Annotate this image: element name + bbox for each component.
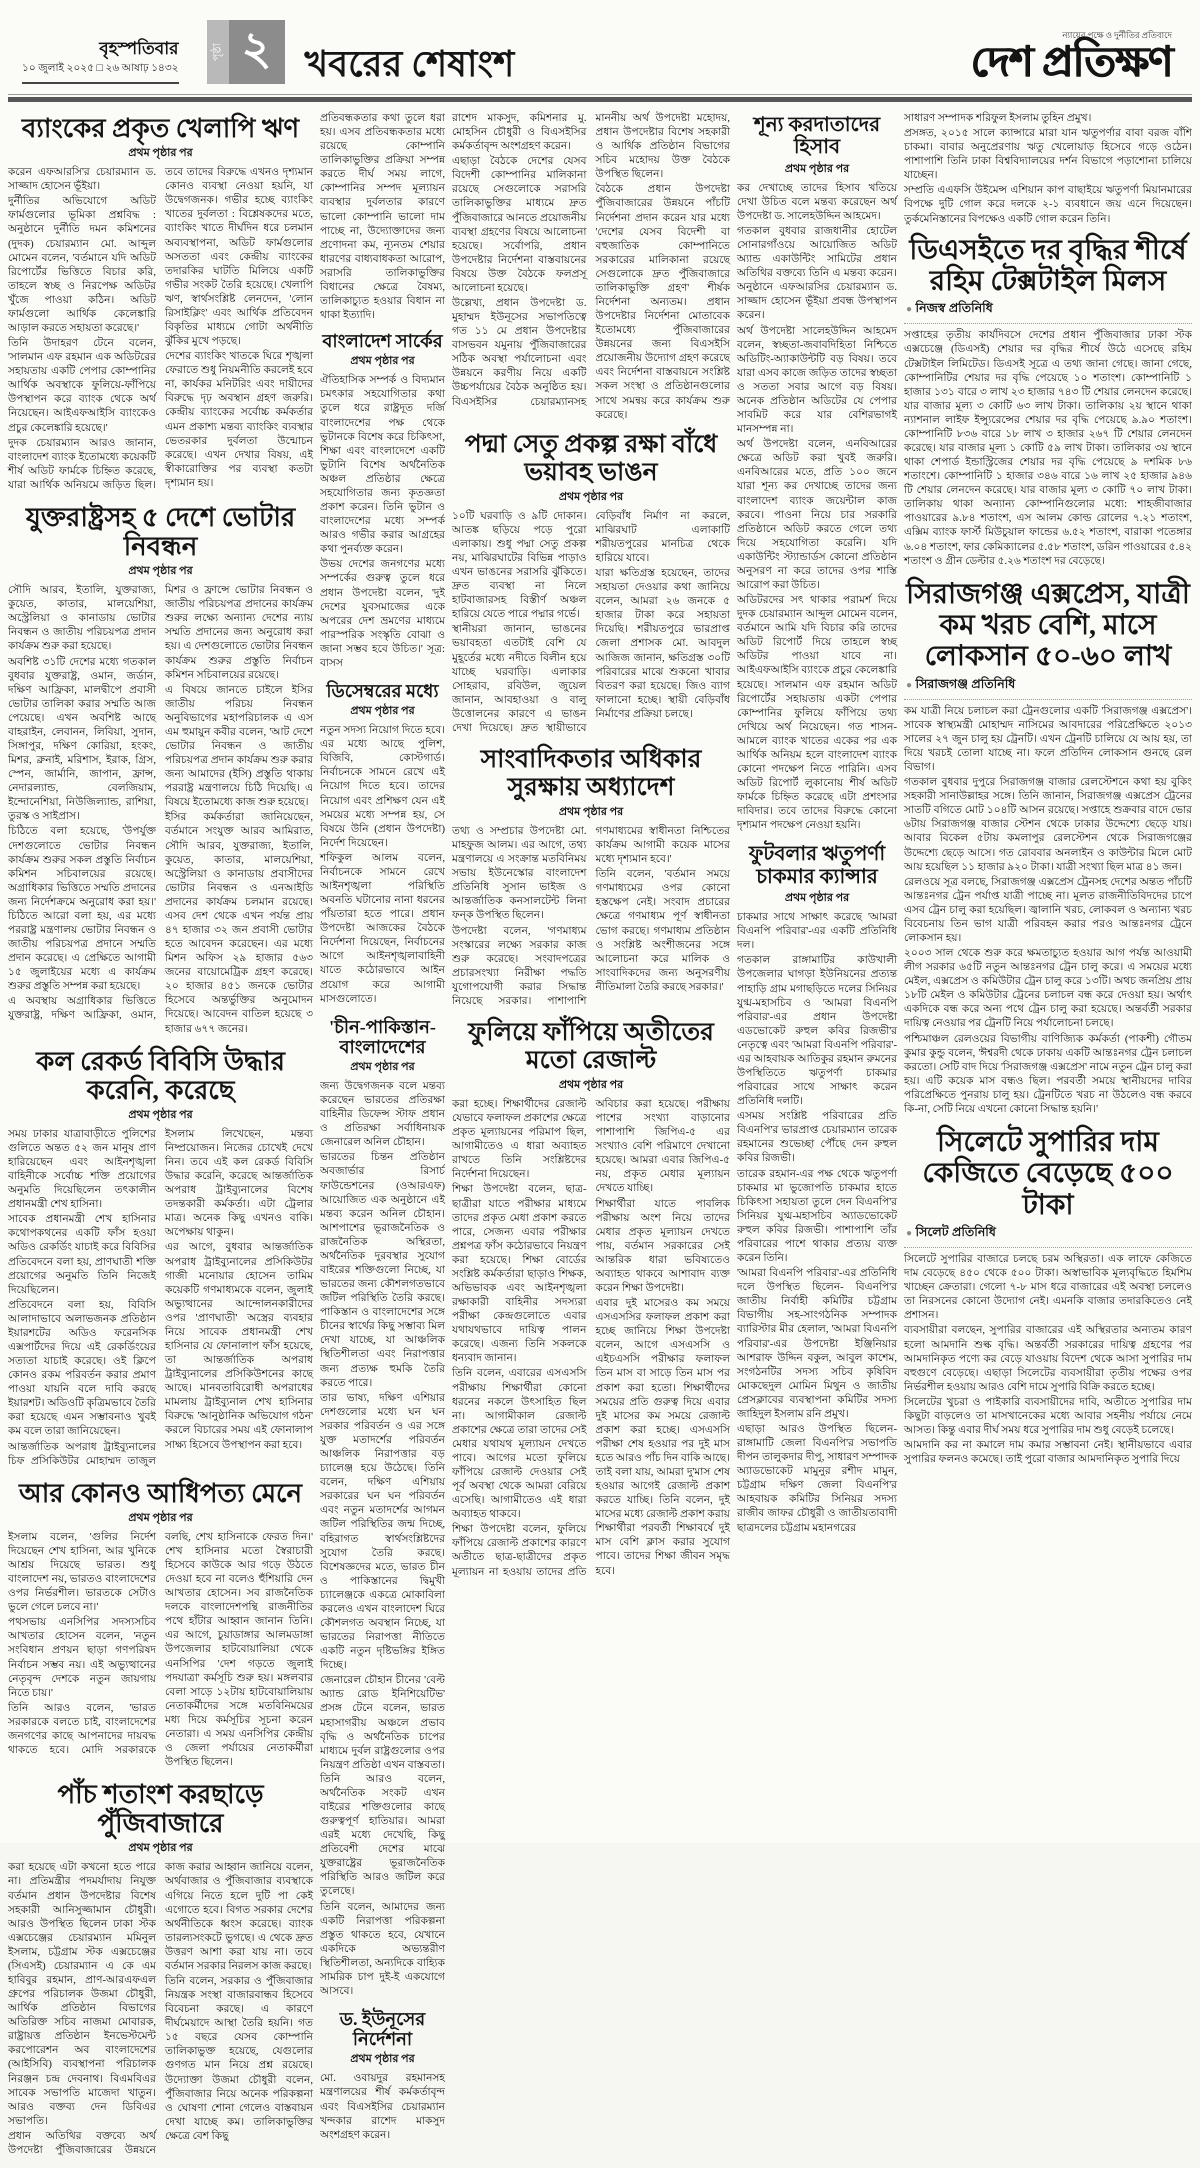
continued-from-label: প্রথম পৃষ্ঠার পর <box>558 805 624 818</box>
article-headline: ড. ইউনূসের নির্দেশনা <box>339 2009 426 2050</box>
page-header <box>8 14 1192 92</box>
continued-from-label: প্রথম পৃষ্ঠার পর <box>784 162 850 175</box>
weekday: বৃহস্পতিবার <box>99 39 179 59</box>
continued-from-label: প্রথম পৃষ্ঠার পর <box>128 1108 193 1121</box>
article-china-pakistan-bangladesh <box>320 1017 445 1999</box>
article-headline: শূন্য করদাতাদের হিসাব <box>753 114 881 159</box>
article-no-more-dominance <box>8 1479 313 1770</box>
continued-from-label: প্রথম পৃষ্ঠার পর <box>350 355 415 368</box>
continuation-text: প্রতিবন্ধকতার কথা তুলে ধরা হয়। এসব প্রতিবন্ধকতার মধ্যে রয়েছে কোম্পানি তালিকাভুক্তির প্রক্রিয়া সম্পন্ন করতে দীর্ঘ সময় লাগে, কোম্পানির সম্পদ মূল্যায়ন ব্যবস্থার দুর্বলতার কারণে ভালো কোম্পানি ভালো দাম পাচ্ছে না, উদ্যোক্তাদের জন্য প্রণোদনা কম, ন্যূনতম শেয়ার ধারণের বাধ্যবাধকতা আরোপ, সরাসরি তালিকাভুক্তির বিধানের ক্ষেত্রে বৈষম্য, তালিকাচ্যুত হওয়ার বিধান না থাকা ইত্যাদি। <box>320 113 445 322</box>
byline: নিজস্ব প্রতিনিধি <box>915 301 993 316</box>
continued-from-label: প্রথম পৃষ্ঠার পর <box>128 1511 193 1524</box>
article-headline: আর কোনও আধিপত্য মেনে <box>18 1478 303 1508</box>
article-body: সপ্তাহের তৃতীয় কার্যদিবসে দেশের প্রধান পুঁজিবাজার ঢাকা স্টক এক্সচেঞ্জে (ডিএসই) শেয়ার দর বৃদ্ধির শীর্ষে উঠে এসেছে রহিম টেক্সটাইল লিমিটেড। ডিএসই সূত্রে এ তথ্য জানা গেছে। জানা গেছে, কোম্পানিটির শেয়ার দর বৃদ্ধি পেয়েছে ১০ শতাংশ। কোম্পানিটি ১ হাজার ১৩১ বারে ৩ লাখ ২৩ হাজার ৭৪৩ টি শেয়ার লেনদেন করেছে। যার বাজার মূল্য ৩ কোটি ৬৩ লাখ টাকা। তালিকায় ২য় স্থানে থাকা ন্যাশনাল লাইফ ইন্স্যুরেন্সের শেয়ার দর বৃদ্ধি পেয়েছে ৯.৯০ শতাংশ। কোম্পানিটি ৮৩৬ বারে ১৮ লাখ ৩ হাজার ২৬৭ টি শেয়ার লেনদেন করেছে। যার বাজার মূল্য ১ কোটি ৫৯ লাখ টাকা। তালিকার ৩য় স্থানে থাকা শেপার্ড ইন্ডাস্ট্রিজের শেয়ার দর বৃদ্ধি পেয়েছে ৯ দশমিক ৮৬ শতাংশে। কোম্পানিটি ১ হাজার ৩৪৬ বারে ১৬ লাখ ২৫ হাজার ৯৪৬ টি শেয়ার লেনদেন করেছে। যার বাজার মূল্য ৩ কোটি ৭০ লাখ টাকা। তালিকায় থাকা অন্যান্য কোম্পানিগুলোর মধ্যে: শাহজীবাজার পাওয়ারের ৯.৮৪ শতাংশ, এস আলম কোল্ড রোলের ৭.২১ শতাংশ, এক্সিম ব্যাংক ফার্স্ট মিউচুয়াল ফান্ডের ৬.৫২ শতাংশ, বারাকা পতেঙ্গার ৬.০৪ শতাংশ, ফার কেমিক্যালের ৫.৫৮ শতাংশ, ডরিন পাওয়ারের ৫.৪২ শতাংশ ও গ্রীন ডেল্টার ৫.২৬ শতাংশ দর বেড়েছে। <box>904 330 1192 567</box>
article-bank-defaulted-loans <box>8 114 313 493</box>
continued-from-label: প্রথম পৃষ্ঠার পর <box>350 1061 415 1073</box>
page-number: ২ <box>229 20 285 84</box>
continued-from-label: প্রথম পৃষ্ঠার পর <box>128 1842 193 1855</box>
article-body: তথ্য ও সম্প্রচার উপদেষ্টা মো. মাহফুজ আলম। এর আগে, তথ্য মন্ত্রণালয়ে এ সংক্রান্ত মতবিনিময় সভায় ইউনেস্কোর বাংলাদেশ প্রতিনিধি সুসান ভাইজ ও আন্তর্জাতিক কনসালটেন্ট লিনা ফন্ক উপস্থিত ছিলেন। উপদেষ্টা বলেন, 'গণমাধ্যম সংস্কারের লক্ষ্যে সরকার কাজ শুরু করেছে। সংবাদপত্রের প্রচারসংখ্যা নিরীক্ষা পদ্ধতি যুগোপযোগী করার সিদ্ধান্ত নিয়েছে সরকার। পাশাপাশি গণমাধ্যমের স্বাধীনতা নিশ্চিতের কার্যক্রম আগামী কয়েক মাসের মধ্যে দৃশ্যমান হবে।' তিনি বলেন, 'বর্তমান সময়ে গণমাধ্যমের ওপর কোনো হস্তক্ষেপ নেই। সংবাদ প্রচারের ক্ষেত্রে গণমাধ্যম পূর্ণ স্বাধীনতা ভোগ করছে। গণমাধ্যম প্রতিষ্ঠান ও সংশ্লিষ্ট অংশীজনের সঙ্গে আলোচনা করে মালিক ও সাংবাদিকদের জন্য অনুসরণীয় নীতিমালা তৈরি করছে সরকার।' <box>452 825 730 1007</box>
article-headline: সাংবাদিকতার অধিকার সুরক্ষায় অধ্যাদেশ <box>480 745 702 801</box>
continuation-text: সাধারণ সম্পাদক শরিফুল ইসলাম তুহিন প্রমুখ। প্রসঙ্গত, ২০১৫ সালে ক্যান্সারে মারা যান ঋতুপর্ণার বাবা বরজ বাঁশি চাকমা। বাবার অনুপ্রেরণায় ঋতু খেলোয়াড় হিসেবে গড়ে ওঠেন। পাশাপাশি তিনি ঢাকা বিশ্ববিদ্যালয়ের দর্শন বিভাগে পড়াশোনা চালিয়ে যাচ্ছেন। সম্প্রতি এএফসি উইমেন্স এশিয়ান কাপ বাছাইয়ে ঋতুপর্ণা মিয়ানমারের বিপক্ষে দুটি গোল করে দলকে ২-১ ব্যবধানে জয় এনে দিয়েছেন। তুর্কমেনিস্তানের বিপক্ষেও একটি গোল করেন তিনি। <box>904 113 1192 225</box>
masthead-logo: দেশ প্রতিক্ষণ <box>970 40 1172 87</box>
article-sirajganj-express <box>904 579 1192 1117</box>
article-sylhet-betel-nut-price <box>904 1127 1192 1467</box>
section-title: খবরের শেষাংশ <box>304 44 515 84</box>
byline: সিরাজগঞ্জ প্রতিনিধি <box>915 676 1016 691</box>
byline-row <box>906 1224 1192 1244</box>
continued-from-label: প্রথম পৃষ্ঠার পর <box>350 2053 415 2066</box>
article-body: ১০টি ঘরবাড়ি ও ৯টি দোকান। আতঙ্ক ছড়িয়ে পড়ে পুরো এলাকায়। শুধু পদ্মা সেতু প্রকল্প নয়, মাঝিরঘাটের বিভিন্ন পাড়াও এখন ভাঙনের সরাসরি ঝুঁকিতে। দ্রুত ব্যবস্থা না নিলে হাটবাজারসহ বিস্তীর্ণ অঞ্চল হারিয়ে যেতে পারে পদ্মার গর্ভে। স্থানীয়রা জানান, ভাঙনের ভয়াবহতা এতটাই বেশি যে মুহূর্তের মধ্যে নদীতে বিলীন হয়ে যাচ্ছে ঘরবাড়ি। এলাকার সোহরাব, রবিউল, জুয়েল জানান, আবহাওয়া ও বালু উত্তোলনের কারণে এ ভাঙন দেখা দিয়েছে। দ্রুত স্থায়ীভাবে বেড়িবাঁধ নির্মাণ না করলে, মাঝিরঘাট এলাকাটি শরীয়তপুরের মানচিত্র থেকে হারিয়ে যাবে। যারা ক্ষতিগ্রস্ত হয়েছেন, তাদের সহায়তা দেওয়ার কথা জানিয়ে বলেন, আমরা ২৬ জনকে ৫ হাজার টাকা করে সহায়তা দিয়েছি। শরীয়তপুরে ভারপ্রাপ্ত জেলা প্রশাসক মো. আবদুল আজিজ জানান, ক্ষতিগ্রস্ত ৩০টি পরিবারের মাঝে শুকনো খাবার বিতরণ করা হয়েছে। জিও ব্যাগ ফালানো হচ্ছে। স্থায়ী বেড়িবাঁধ নির্মাণের প্রক্রিয়া চলছে। <box>452 510 730 734</box>
continued-from-label: প্রথম পৃষ্ঠার পর <box>558 1078 624 1091</box>
article-zero-taxpayers <box>737 114 897 833</box>
article-footballer-rituparna-cancer <box>737 843 897 1535</box>
article-headline: সিরাজগঞ্জ এক্সপ্রেস, যাত্রী কম খরচ বেশি, মাসে লোকসান ৫০-৬০ লাখ <box>906 578 1190 673</box>
article-body: ঐতিহাসিক সম্পর্ক ও বিদ্যমান চমৎকার সহযোগিতার কথা তুলে ধরে রাষ্ট্রদূত দর্জি বাংলাদেশের পক্ষ থেকে ভুটানকে বিশেষ করে চিকিৎসা, শিক্ষা এবং বাংলাদেশে একটি ভুটানি বিশেষ অর্থনৈতিক অঞ্চল প্রতিষ্ঠার ক্ষেত্রে সহযোগিতার জন্য কৃতজ্ঞতা প্রকাশ করেন। তিনি ভুটান ও বাংলাদেশের মধ্যে সম্পর্ক আরও গভীর করার আগ্রহের কথা পুনর্ব্যক্ত করেন। উভয় দেশের জনগণের মধ্যে সম্পর্কের গুরুত্ব তুলে ধরে প্রধান উপদেষ্টা বলেন, 'দুই দেশের যুবসমাজের একে অপরের দেশ ভ্রমণের মাধ্যমে পারস্পরিক সংস্কৃতি বোঝা ও জানা সম্ভব হবে উচিত।' সূত্র: বাসস <box>320 375 445 669</box>
article-body: করা হয়েছে এটা কখনো হতে পারে না। প্রতিমন্ত্রীর পদমর্যাদায় নিযুক্ত বর্তমান প্রধান উপদেষ্টার বিশেষ সহকারী আনিসুজ্জামান চৌধুরী। আরও উপস্থিত ছিলেন ঢাকা স্টক এক্সচেঞ্জের চেয়ারম্যান মমিনুল ইসলাম, চট্টগ্রাম স্টক এক্সচেঞ্জের (সিএসই) চেয়ারম্যান এ কে এম হাবিবুর রহমান, প্রাণ-আরএফএল গ্রুপের পরিচালক উজমা চৌধুরী, আর্থিক প্রতিষ্ঠান বিভাগের অতিরিক্ত সচিব নাজমা মোবারক, রাষ্ট্রায়ত্ত প্রতিষ্ঠান ইনভেস্টমেন্ট করপোরেশন অব বাংলাদেশের (আইসিবি) ব্যবস্থাপনা পরিচালক নিরঞ্জন চন্দ্র দেবনাথ। বিএমবিএর সাবেক সভাপতি মাজেদা খাতুন। আরও বক্তব্য দেন ডিবিএর সভাপতি। প্রধান অতিথির বক্তব্যে অর্থ উপদেষ্টা পুঁজিবাজারের উন্নয়নে কাজ করার আহ্বান জানিয়ে বলেন, অর্থবাজার ও পুঁজিবাজার ব্যবস্থাকে এগিয়ে নিতে হলে দুটি পা কেই এগোতে হবে। বিগত সরকার দেশের অর্থনীতিকে ধ্বংস করেছে। ব্যাংক তারল্যসংকটে ভুগছে। এ থেকে দ্রুত উত্তরণ আশা করা যায় না। তবে বর্তমান সরকার নিরলস কাজ করছে। তিনি বলেন, সরকার ও পুঁজিবাজার নিয়ন্ত্রক সংস্থা বাজারবান্ধব হিসেবে বিবেচনা করছে। এ কারণে দীর্ঘমেয়াদে আস্থা তৈরি হয়নি। গত ১৫ বছরে যেসব কোম্পানি তালিকাভুক্ত হয়েছে, যেগুলোর গুণগত মান নিয়ে প্রশ্ন রয়েছে। উদ্যোক্তা উজমা চৌধুরী বলেন, পুঁজিবাজার নিয়ে অনেক পরিকল্পনা ও ঘোষণা শোনা গেলেও বাস্তবায়ন দেখা যাচ্ছে কম। তালিকাভুক্তির ক্ষেত্রে বেশ কিছু <box>8 1862 313 2156</box>
page-word-label: পৃষ্ঠা <box>207 20 229 84</box>
byline: সিলেট প্রতিনিধি <box>915 1225 996 1240</box>
article-body: কর দেখাচ্ছে তাদের হিসাব খতিয়ে দেখা উচিত বলে মন্তব্য করেছেন অর্থ উপদেষ্টা ড. সালেহউদ্দিন আহমেদ। গতকাল বুধবার রাজধানীর হোটেল সোনারগাঁওয়ে আয়োজিত অডিট অ্যান্ড একাউন্টিং সামিটের প্রধান অতিথির বক্তব্যে তিনি এ মন্তব্য করেন। অনুষ্ঠানে এফআরসির চেয়ারম্যান ড. সাজ্জাদ হোসেন ভূঁইয়া প্রবন্ধ উপস্থাপন করেন। অর্থ উপদেষ্টা সালেহউদ্দিন আহমেদ বলেন, স্বচ্ছতা-জবাবদিহিতা নিশ্চিতে অডিটিং-অ্যাকাউন্টটি বড় বিষয়। তবে যারা এসব কাজে জড়িত তাদের স্বচ্ছতা ও সততা সবার আগে বড় বিষয়। অনেক প্রতিষ্ঠান অডিটের যে পেপার সাবমিট করে যার বেশিরভাগই মানসম্পন্ন না। অর্থ উপদেষ্টা বলেন, এনবিআরের ক্ষেত্রে অডিট করা খুবই জরুরি। এনবিআরের মতে, প্রতি ১০০ জনে যারা শূন্য কর দেখাচ্ছে তাদের জন্য বাংলাদেশ ব্যাংক জয়েন্টাল কাজ করবে। পাওনা নিয়ে চার সরকারি প্রতিষ্ঠানে অডিট করতে গেলে তথ্য দিয়ে সহযোগিতা করেনি। যদি একাউন্টিং স্ট্যান্ডার্ডস কোনো প্রতিষ্ঠান অনুসরণ না করে তাদের ওপর শাস্তি আরোপ করা উচিত। অডিটরদের সৎ থাকার পরামর্শ দিয়ে দুদক চেয়ারম্যান আব্দুল মোমেন বলেন, বর্তমানে আমি যদি বিচার করি তাদের অডিট রিপোর্ট দিয়ে তাহলে স্বচ্ছ অডিটর পাওয়া যাবে না। আইএফআইসি ব্যাংকে প্রচুর কেলেঙ্কারি হয়েছে। সালমান এফ রহমান অডিট রিপোর্টের সহায়তায় একটা পেপার কোম্পানির ফুলিয়ে ফাঁপিয়ে তথ্য দেখিয়ে অর্থ নিয়েছেন। গত শাসন-আমলে ব্যাংক খাতের একের পর এক আর্থিক অনিয়ম হলে বাংলাদেশ ব্যাংক কোনো পদক্ষেপ নিতে পারিনি। এসব অডিট রিপোর্ট লুকানোয় শীর্ষ অডিট ফার্মকে চিহ্নিত করেছে এটা প্রশংসার দাবিদার। তবে তাদের বিরুদ্ধে কোনো দৃশ্যমান পদক্ষেপ নেওয়া হয়নি। <box>737 182 897 832</box>
article-by-december <box>320 681 445 1007</box>
column-block-d <box>737 112 897 1546</box>
continued-from-label: প্রথম পৃষ্ঠার পর <box>128 565 193 578</box>
masthead-tagline: ন্যায়ের পক্ষে ও দুর্নীতির প্রতিবাদে <box>1062 30 1172 41</box>
article-body: সময় ঢাকার যাত্রাবাড়ীতে পুলিশের গুলিতে অন্তত ৫২ জন মানুষ প্রাণ হারিয়েছেন এবং আইনশৃঙ্খলা বাহিনীকে সর্বোচ্চ শক্তি প্রয়োগের অনুমতি দিয়েছিলেন তৎকালীন প্রধানমন্ত্রী শেখ হাসিনা। সাবেক প্রধানমন্ত্রী শেখ হাসিনার কথোপকথনের একটি ফাঁস হওয়া অডিও রেকর্ডিং যাচাই করে বিবিসির প্রতিবেদনে বলা হয়, প্রাণঘাতী শক্তি প্রয়োগের অনুমতি তিনি নিজেই দিয়েছিলেন। প্রতিবেদনে বলা হয়, বিবিসি আলাদাভাবে অলাভজনক প্রতিষ্ঠান ইয়ারশটের অডিও ফরেনসিক এক্সপার্টদের দিয়ে এই রেকর্ডিংয়ের সত্যতা যাচাই করেছে। ওই ক্লিপে কোনও রকম পরিবর্তন করার প্রমাণ পাওয়া যায়নি বলে দাবি করছে ইয়ারশট। অডিওটি কৃত্রিমভাবে তৈরি করা হয়েছে এমন সম্ভাবনাও খুবই কম বলে তারা জানিয়েছেন। আন্তর্জাতিক অপরাধ ট্রাইব্যুনালের চিফ প্রসিকিউটর মোহাম্মদ তাজুল ইসলাম লিখেছেন, মন্তব্য নিষ্প্রয়োজন। নিজের চোখেই দেখে নিন। তবে এই কল রেকর্ড বিবিসি উদ্ধার করেনি, করেছে আন্তর্জাতিক অপরাধ ট্রাইব্যুনালের বিশেষ তদন্তকারী কর্মকর্তা। এটা ট্রেলার মাত্র। অনেক কিছু এখনও বাকি। অপেক্ষায় থাকুন। এর আগে, বুধবার আন্তর্জাতিক অপরাধ ট্রাইব্যুনালের প্রসিকিউটর গাজী মনোয়ার হোসেন তামিম কয়েকটি গণমাধ্যমকে বলেন, জুলাই অভ্যুত্থানের আন্দোলনকারীদের ওপর 'প্রাণঘাতী' অস্ত্রের ব্যবহার নিয়ে সাবেক প্রধানমন্ত্রী শেখ হাসিনার যে ফোনালাপ ফাঁস হয়েছে, তা আন্তর্জাতিক অপরাধ ট্রাইব্যুনালের প্রসিকিউশনের কাছে আছে। মানবতাবিরোধী অপরাধের মামলায় ট্রাইব্যুনাল শেখ হাসিনার বিরুদ্ধে 'আনুষ্ঠানিক অভিযোগ গঠন' করলে বিচারের সময় এই ফোনালাপ সাক্ষ্য হিসেবে উপস্থাপন করা হবে। <box>8 1128 313 1467</box>
article-headline: ফুলিয়ে ফাঁপিয়ে অতীতের মতো রেজাল্ট <box>468 1018 714 1074</box>
date-line: ১০ জুলাই ২০২৫ □ ২৬ আষাঢ় ১৪৩২ <box>22 63 179 74</box>
masthead <box>970 29 1178 87</box>
article-bangladesh-saarc <box>320 331 445 671</box>
article-body: ইসলাম বলেন, 'গুলির নির্দেশ দিয়েছেন শেখ হাসিনা, আর খুনিকে আশ্রয় দিয়েছে ভারত। শুধু বাংলাদেশ নয়, ভারতও বাংলাদেশের ওপর নির্ভরশীল। ভারতকে সেটাও ভুলে গেলে চলবে না।' পথসভায় এনসিপির সদস্যসচিব আখতার হোসেন বলেন, 'নতুন সংবিধান প্রণয়ন ছাড়া গণপরিষদ নির্বাচন সম্ভব নয়। এই অভ্যুত্থানের নেতৃবৃন্দ দেশকে নতুন জায়গায় নিতে চায়।' তিনি আরও বলেন, 'ভারত সরকারকে বলতে চাই, বাংলাদেশের জনগণের কাছে আপনাদের দায়বদ্ধ থাকতে হবে। মোদি সরকারকে বলছি, শেখ হাসিনাকে ফেরত দিন।' শেখ হাসিনার মতো স্বৈরাচারী হিসেবে কাউকে আর গড়ে উঠতে দেওয়া হবে না বলেও হুঁশিয়ারি দেন আখতার হোসেন। সব রাজনৈতিক দলকে বাংলাদেশপন্থি রাজনীতির পথে হাঁটার আহ্বান জানান তিনি। এর আগে, চুয়াডাঙ্গার আলমডাঙ্গা উপজেলার হাটবোয়ালিয়া থেকে এনসিপির 'দেশ গড়তে জুলাই পদযাত্রা' কর্মসূচি শুরু হয়। মঙ্গলবার বেলা সাড়ে ১২টায় হাটবোয়ালিয়ায় নেতাকর্মীদের সঙ্গে মতবিনিময়ের মধ্য দিয়ে কর্মসূচির সূচনা করেন নেতারা। এ সময় এনসিপির কেন্দ্রীয় ও জেলা পর্যায়ের নেতাকর্মীরা উপস্থিত ছিলেন। <box>8 1531 313 1769</box>
column-block-b <box>320 112 445 2153</box>
article-voter-registration <box>8 503 313 1037</box>
header-rule <box>8 94 1192 102</box>
article-inflated-results <box>452 1019 730 1580</box>
article-yunus-directives <box>320 2009 445 2143</box>
article-headline: সিলেটে সুপারির দাম কেজিতে বেড়েছে ৫০০ টাকা <box>922 1127 1174 1221</box>
byline-bullet-icon: ● <box>906 304 913 316</box>
continued-from-label: প্রথম পৃষ্ঠার পর <box>128 147 193 160</box>
article-body: জন্য উদ্বেগজনক বলে মন্তব্য করেছেন ভারতের প্রতিরক্ষা বাহিনীর ডিফেন্স স্টাফ প্রধান ও প্রতিরক্ষা সর্বাধিনায়ক জেনারেল অনিল চৌহান। ভারতের চিন্তন প্রতিষ্ঠান অবজার্ভার রিসার্চ ফাউন্ডেশনের (ওআরএফ) আয়োজিত এক অনুষ্ঠানে এই মন্তব্য করেন অনিল চৌহান। আশপাশের ভূরাজনৈতিক ও রাজনৈতিক অস্থিরতা, অর্থনৈতিক দুরবস্থার সুযোগ বাইরের শক্তিগুলো নিচ্ছে, যা ভারতের জন্য কৌশলগতভাবে জটিল পরিস্থিতি তৈরি করছে। পাকিস্তান ও বাংলাদেশের সঙ্গে চীনের স্বার্থের কিছু সম্ভাব্য মিল দেখা যাচ্ছে, যা আঞ্চলিক স্থিতিশীলতা এবং নিরাপত্তার জন্য প্রত্যক্ষ হুমকি তৈরি করতে পারে। তার ভাষ্য, দক্ষিণ এশিয়ার দেশগুলোর মধ্যে ঘন ঘন সরকার পরিবর্তন ও এর সঙ্গে যুক্ত মতাদর্শের পরিবর্তন আঞ্চলিক নিরাপত্তার বড় চ্যালেঞ্জ হয়ে উঠেছে। তিনি বলেন, দক্ষিণ এশিয়ায় সরকারের ঘন ঘন পরিবর্তন এবং নতুন মতাদর্শের আগমন জটিল পরিস্থিতির জন্ম দিচ্ছে, বহিরাগত স্বার্থসংশ্লিষ্টদের সুযোগ তৈরি করছে। বিশেষজ্ঞদের মতে, ভারত চীন ও পাকিস্তানের দ্বিমুখী চ্যালেঞ্জকে একত্রে মোকাবিলা করলেও এখন বাংলাদেশ ঘিরে কৌশলগত অবস্থান নিচ্ছে, যা ভারতের নিরাপত্তা নীতিতে একটি নতুন দৃষ্টিভঙ্গির ইঙ্গিত দিচ্ছে। জেনারেল চৌহান চীনের 'বেল্ট অ্যান্ড রোড ইনিশিয়েটিভ' প্রসঙ্গ টেনে বলেন, ভারত মহাসাগরীয় অঞ্চলে প্রভাব বৃদ্ধি ও অর্থনৈতিক চাপের মাধ্যমে দুর্বল রাষ্ট্রগুলোর ওপর নিয়ন্ত্রণ প্রতিষ্ঠা এখন বাস্তবতা। তিনি আরও বলেন, অর্থনৈতিক সংকট এখন বাইরের শক্তিগুলোর কাছে গুরুত্বপূর্ণ হাতিয়ার। আমরা এরই মধ্যে দেখেছি, কিছু প্রতিবেশী দেশের মাঝে যুক্তরাষ্ট্রের ভূরাজনৈতিক পরিস্থিতি আরও জটিল করে তুলেছে। তিনি বলেন, আমাদের জন্য একটি নিরাপত্তা পরিকল্পনা প্রস্তুত থাকতে হবে, যেখানে একদিকে অভ্যন্তরীণ স্থিতিশীলতা, অন্যদিকে বাহ্যিক সামরিক চাপ দুই-ই একযোগে আসবে। <box>320 1081 445 1997</box>
article-body: সৌদি আরব, ইতালি, যুক্তরাজ্য, কুয়েত, কাতার, মালয়েশিয়া, অস্ট্রেলিয়া ও কানাডায় ভোটার নিবন্ধন ও জাতীয় পরিচয়পত্র প্রদান কার্যক্রম শুরু করা হয়েছে। অবশিষ্ট ৩১টি দেশের মধ্যে গতকাল বুধবার যুক্তরাষ্ট্র, ওমান, জর্ডান, দক্ষিণ আফ্রিকা, মালদ্বীপে প্রবাসী ভোটার তালিকা করার সম্মতি আজ পেয়েছে। এখন অবশিষ্ট আছে বাহরাইন, লেবানন, লিবিয়া, সুদান, সিঙ্গাপুর, দক্ষিণ কোরিয়া, হংকং, মিশর, ব্রুনাই, মরিশাস, ইরাক, গ্রিস, স্পেন, জার্মানি, জাপান, ফ্রান্স, নেদারল্যান্ড, বেলজিয়াম, ইন্দোনেশিয়া, নিউজিল্যান্ড, রাশিয়া, তুরস্ক ও সাইপ্রাস। চিঠিতে বলা হয়েছে, 'উপর্যুক্ত দেশগুলোতে ভোটার নিবন্ধন কার্যক্রম শুরুর সকল প্রস্তুতি নির্বাচন কমিশন সচিবালয়ের রয়েছে। অগ্রাধিকার ভিত্তিতে সম্মতি প্রদানের জন্য নির্দেশক্রমে অনুরোধ করা হয়।' চিঠিতে আরো বলা হয়, এর মধ্যে পররাষ্ট্র মন্ত্রণালয় ভোটার নিবন্ধন ও জাতীয় পরিচয়পত্র প্রদানে সম্মতি প্রদান করেছে। এ প্রেক্ষিতে আগামী ১৫ জুলাইয়ের মধ্যে এ কার্যক্রম শুরুর প্রস্তুতি সম্পন্ন করা হয়েছে। এ অবস্থায় অগ্রাধিকার ভিত্তিতে যুক্তরাষ্ট্র, দক্ষিণ আফ্রিকা, ওমান, মিশর ও ফ্রান্সে ভোটার নিবন্ধন ও জাতীয় পরিচয়পত্র প্রদানের কার্যক্রম শুরুর লক্ষ্যে অন্যান্য দেশের ন্যায় সম্মতি প্রদানের জন্য অনুরোধ করা হয়। এ দেশগুলোতে ভোটার নিবন্ধন কার্যক্রম শুরুর প্রস্তুতি নির্বাচন কমিশন সচিবালয়ের রয়েছে। এ বিষয়ে জানতে চাইলে ইসির জাতীয় পরিচয় নিবন্ধন অনুবিভাগের মহাপরিচালক এ এস এম হুমায়ুন কবীর বলেন, 'আট দেশে ভোটার নিবন্ধন ও জাতীয় পরিচয়পত্র প্রদান কার্যক্রম শুরু করার জন্য আমাদের (ইসি) প্রস্তুতি থাকায় পররাষ্ট্র মন্ত্রণালয়ে চিঠি দিয়েছি। এ বিষয়ে ইতোমধ্যে কাজ শুরু হয়েছে। ইসির কর্মকর্তারা জানিয়েছেন, বর্তমানে সংযুক্ত আরব আমিরাত, সৌদি আরব, যুক্তরাজ্য, ইতালি, কুয়েত, কাতার, মালয়েশিয়া, অস্ট্রেলিয়া ও কানাডায় প্রবাসীদের ভোটার নিবন্ধন ও এনআইডি প্রদানের কার্যক্রম চলমান রয়েছে। এসব দেশ থেকে এখন পর্যন্ত প্রায় ৪৭ হাজার ৩২ জন প্রবাসী ভোটার হতে আবেদন করেছেন। এর মধ্যে মিশন অফিস ২৯ হাজার ৫৬৩ জনের বায়োমেট্রিক গ্রহণ করেছে। ২০ হাজার ৪৫১ জনকে ভোটার হিসেবে অন্তর্ভুক্তির অনুমোদন দিয়েছে। আবেদন বাতিল হয়েছে ৩ হাজার ৬৭৭ জনের। <box>8 585 313 1035</box>
article-body: নতুন সদস্য নিয়োগ দিতে হবে। এর মধ্যে আছে পুলিশ, বিজিবি, কোস্টগার্ড। নির্বাচনকে সামনে রেখে এই নিয়োগ দিতে হবে। তাদের নিয়োগ এবং প্রশিক্ষণ যেন এই সময়ের মধ্যে সম্পন্ন হয়, সে বিষয়ে উনি (প্রধান উপদেষ্টা) নির্দেশ দিয়েছেন। শফিকুল আলম বলেন, নির্বাচনকে সামনে রেখে আইনশৃঙ্খলা পরিস্থিতি অবনতি ঘটানোর নানা ধরনের পাঁয়তারা হতে পারে। প্রধান উপদেষ্টা আজকের বৈঠকে নির্দেশনা দিয়েছেন, নির্বাচনের আগে আইনশৃঙ্খলাবাহিনী যাতে কঠোরভাবে আইন প্রয়োগ করে আগামী মাসগুলোতে। <box>320 725 445 1005</box>
continued-from-label: প্রথম পৃষ্ঠার পর <box>558 490 624 503</box>
page-number-box <box>207 20 285 84</box>
article-headline: ডিএসইতে দর বৃদ্ধির শীর্ষে রহিম টেক্সটাইল মিলস <box>909 234 1187 297</box>
byline-divider <box>904 699 1192 700</box>
article-body: কম যাত্রী নিয়ে চলাচল করা ট্রেনগুলোর একটি 'সিরাজগঞ্জ এক্সপ্রেস'। সাবেক স্বাস্থ্যমন্ত্রী মোহাম্মদ নাসিমের আবদারের পরিপ্রেক্ষিতে ২০১৩ সালের ২৭ জুন চালু হয় ট্রেনটি। এখন ট্রেনটি চালিয়ে যে আয় হয়, তা দিয়ে খরচই তোলা যাচ্ছে না। ফলে প্রতিদিন লোকসান গুনছে রেল বিভাগ। গতকাল বুধবার দুপুরে সিরাজগঞ্জ বাজার রেলস্টেশনে কথা হয় বুকিং সহকারী সানাউল্লাহর সঙ্গে। তিনি জানান, সিরাজগঞ্জ এক্সপ্রেস ট্রেনের সাতটি বগিতে মোট ১০৪টি আসন রয়েছে। সপ্তাহে শুক্রবার বাদে ভোর ৬টায় সিরাজগঞ্জ বাজার স্টেশন থেকে ঢাকার উদ্দেশ্যে ছেড়ে যায়। আবার বিকেল ৫টায় কমলাপুর রেলস্টেশন থেকে সিরাজগঞ্জের উদ্দেশ্যে ছেড়ে আসে। গত রোববার অনলাইন ও কাউন্টার মিলে মোট আয় হয়েছিল ১১ হাজার ৯২০ টাকা। যাত্রী সংখ্যা ছিল মাত্র ৪১ জন। রেলওয়ে সূত্র বলছে, সিরাজগঞ্জ এক্সপ্রেস ট্রেনসহ দেশের অন্তত পাঁচটি আন্তঃনগর ট্রেন পর্যাপ্ত যাত্রী পাচ্ছে না। মূলত রাজনীতিবিদদের চাপে এসব ট্রেন চালু করা হয়েছিল। জ্বালানি খরচ, লোকবল ও অন্যান্য খরচ বিবেচনায় তিন ভাগ যাত্রী পরিবহন করার পরও আন্তঃনগর ট্রেনে লোকসান হয়। ২০০৩ সাল থেকে শুরু করে ক্ষমতাচ্যুত হওয়ার আগ পর্যন্ত আওয়ামী লীগ সরকার ৬৫টি নতুন আন্তঃনগর ট্রেন চালু করে। এ সময়ের মধ্যে মেইল, এক্সপ্রেস ও কমিউটার ট্রেন চালু করে ১৩টি। অথচ জনপ্রিয় প্রায় ১৮টি মেইল ও কমিউটার ট্রেনের চলাচল বন্ধ করে দেওয়া হয়। অর্থাৎ একদিকে বন্ধ করে অন্য পথে ট্রেন চালু করা হয়েছে। অন্তর্বর্তী সরকার দায়িত্ব নেওয়ার পর ট্রেনটি নিয়ে পর্যালোচনা চলছে। পশ্চিমাঞ্চল রেলওয়ের বিভাগীয় বাণিজ্যিক কর্মকর্তা (পাকশী) গৌতম কুমার কুন্ডু বলেন, 'ঈশ্বরদী থেকে ঢাকায় একটি আন্তঃনগর ট্রেন চলাচল করতো। সেটি বাদ দিয়ে 'সিরাজগঞ্জ এক্সপ্রেস' নামে নতুন ট্রেন চালু করা হয়। এটি কয়েক মাস বন্ধও ছিল। পরবর্তী সময়ে স্থানীয়দের দাবির পরিপ্রেক্ষিতে পুনরায় চালু হয়। ট্রেনটিতে খরচ না উঠলেও বন্ধ করবে কি-না, সেটি নিয়ে এখনো কোনো সিদ্ধান্ত হয়নি।' <box>904 705 1192 1115</box>
byline-divider <box>904 323 1192 324</box>
article-body: করেন এফআরসি'র চেয়ারম্যান ড. সাজ্জাদ হোসেন ভূঁইয়া। দুর্নীতির অভিযোগে অডিট ফার্মগুলোর ভূমিকা প্রশ্নবিদ্ধ : অনুষ্ঠানে দুর্নীতি দমন কমিশনের (দুদক) চেয়ারম্যান মো. আব্দুল মোমেন বলেন, 'বর্তমানে যদি অডিট রিপোর্টের ভিত্তিতে বিচার করি, তাহলে স্বচ্ছ ও নিরপেক্ষ অডিটর খুঁজে পাওয়া কঠিন। অডিট ফার্মগুলো আর্থিক কেলেঙ্কারি আড়াল করতে সহায়তা করেছে।' তিনি উদাহরণ টেনে বলেন, 'সালমান এফ রহমান এক অডিটরের সহায়তায় একটি পেপার কোম্পানির আর্থিক অবস্থাকে ফুলিয়ে-ফাঁপিয়ে উপস্থাপন করে ব্যাংক থেকে অর্থ নিয়েছেন। আইএফআইসি ব্যাংকেও প্রচুর কেলেঙ্কারি হয়েছে।' দুদক চেয়ারম্যান আরও জানান, বাংলাদেশ ব্যাংক ইতোমধ্যে কয়েকটি শীর্ষ অডিট ফার্মকে চিহ্নিত করেছে, যারা আর্থিক অনিয়মে জড়িত ছিল। তবে তাদের বিরুদ্ধে এখনও দৃশ্যমান কোনও ব্যবস্থা নেওয়া হয়নি, যা উদ্বেগজনক। গভীর হচ্ছে ব্যাংকিং খাতের দুর্বলতা : বিশ্লেষকদের মতে, ব্যাংকিং খাতে দীর্ঘদিন ধরে চলমান অব্যবস্থাপনা, অডিট ফার্মগুলোর অসততা এবং কেন্দ্রীয় ব্যাংকের তদারকির ঘাটতি মিলিয়ে একটি গভীর সংকট তৈরি হয়েছে। খেলাপি ঋণ, স্বার্থসংশ্লিষ্ট লেনদেন, 'লোন রিসাইক্লিং' এবং আর্থিক প্রতিবেদন বিকৃতির মাধ্যমে গোটা অর্থনীতি ঝুঁকির মুখে পড়ছে। দেশের ব্যাংকিং খাতকে ঘিরে শৃঙ্খলা ফেরাতে শুধু নিয়মনীতি করলেই হবে না, কার্যকর মনিটরিং এবং দায়ীদের বিরুদ্ধে দৃঢ় অবস্থান গ্রহণ জরুরি। কেন্দ্রীয় ব্যাংকের সর্বোচ্চ কর্মকর্তার এমন প্রকাশ্য মন্তব্য ব্যাংকিং ব্যবস্থার ভেতরকার দুর্বলতা উন্মোচন করেছে। এখন দেখার বিষয়, এই স্বীকারোক্তির পর ব্যবস্থা কতটা দৃশ্যমান হয়। <box>8 167 313 491</box>
article-dse-rahim-textile <box>904 235 1192 569</box>
continued-from-label: প্রথম পৃষ্ঠার পর <box>350 705 415 718</box>
article-headline: বাংলাদেশ সার্কের <box>322 331 443 352</box>
article-body: সিলেটে সুপারির বাজারে চলছে চরম অস্থিরতা। এক লাফে কেজিতে দাম বেড়েছে ৪৫০ থেকে ৫০০ টাকা। অস্বাভাবিক মূল্যবৃদ্ধিতে হিমশিম খাচ্ছেন ক্রেতারা। গেলো ৭-৮ মাস ধরে বাজারের এই অবস্থা চললেও তা নিরসনের কোনো উদ্যোগ নেই। এমনকি বাজার তদারকিতেও নেই প্রশাসন। ব্যবসায়ীরা বলছেন, সুপারির বাজারের এই অস্থিরতার অন্যতম কারণ হলো আমদানি শুল্ক বৃদ্ধি। অন্তর্বর্তী সরকারের দায়িত্ব গ্রহণের পর আমদানিকৃত পণ্যে কর বেড়ে যাওয়ায় বিদেশ থেকে আসা সুপারির দাম বহুগুণে বেড়েছে। এছাড়া সিলেটের ব্যবসায়ীরা তৃতীয় পক্ষের ওপর নির্ভরশীল হওয়ায় আরও বেশি দামে সুপারি বিক্রি করতে হচ্ছে। সিলেটের খুচরা ও পাইকারি ব্যবসায়ীদের দাবি, অতীতে সুপারির দাম কিছুটা বাড়লেও তা মাসখানেকের মধ্যে আবার সহনীয় পর্যায়ে নেমে আসত। কিন্তু এবার দীর্ঘ সময় ধরে সুপারির দাম শুধু বেড়েই চলেছে। আমদানি কর না কমালে দাম কমার সম্ভাবনা নেই। স্থানীয়ভাবে এবার সুপারির ফলনও কমেছে। তাই পুরো বাজার আমদানিকৃত সুপারি দিয়ে <box>904 1254 1192 1466</box>
article-call-record-bbc <box>8 1047 313 1469</box>
column-block-e <box>904 112 1192 1477</box>
article-headline: পদ্মা সেতু প্রকল্প রক্ষা বাঁধে ভয়াবহ ভাঙন <box>464 430 718 486</box>
article-journalism-rights-ordinance <box>452 746 730 1009</box>
page-content <box>8 112 1192 2168</box>
article-headline: 'চীন-পাকিস্তান-বাংলাদেশের <box>329 1016 436 1057</box>
column-block-a <box>8 112 313 2168</box>
article-body: চাকমার সাথে সাক্ষাৎ করেছে 'আমরা বিএনপি পরিবার'-এর একটি প্রতিনিধি দল। গতকাল রাঙ্গামাটির কাউখালী উপজেলার ঘাগড়া ইউনিয়নের প্রত্যন্ত পাহাড়ি গ্রাম মগাছড়িতে দলের সিনিয়র যুগ্ম-মহাসচিব ও 'আমরা বিএনপি পরিবার'-এর প্রধান উপদেষ্টা এডভোকেট রুহুল কবির রিজভী'র নেতৃত্বে এবং 'আমরা বিএনপি পরিবার'-এর আহবায়ক আতিকুর রহমান রুমনের উপস্থিতিতে ঋতুপর্ণা চাকমার পরিবারের সাথে সাক্ষাৎ করেন প্রতিনিধি দলটি। এসময় সংশ্লিষ্ট পরিবারের প্রতি বিএনপি'র ভারপ্রাপ্ত চেয়ারম্যান তারেক রহমানের শুভেচ্ছা পৌঁছে দেন রুহুল কবির রিজভী। তারেক রহমান-এর পক্ষ থেকে ঋতুপর্ণা চাকমার মা ভুজোপতি চাকমার হাতে চিকিৎসা সহায়তা তুলে দেন বিএনপি'র সিনিয়র যুগ্ম-মহাসচিব অ্যাডভোকেট রুহুল কবির রিজভী। পাশাপাশি তাঁর পরিবারের পাশে থাকার প্রত্যয় ব্যক্ত করেন তিনি। 'আমরা বিএনপি পরিবার'-এর প্রতিনিধি দলে উপস্থিত ছিলেন- বিএনপি'র জাতীয় নির্বাহী কমিটির চট্টগ্রাম বিভাগীয় সহ-সাংগঠনিক সম্পাদক ব্যারিস্টার মীর হেলাল, 'আমরা বিএনপি পরিবার'-এর উপদেষ্টা ইঞ্জিনিয়ার আশরাফ উদ্দিন বকুল, আবুল কাশেম, সংগঠনটির সদস্য সচিব কৃষিবিদ মোকছেদুল মোমিন মিথুন ও জাতীয় প্রেসক্লাবের ব্যবস্থাপনা কমিটির সদস্য জাহিদুল ইসলাম রনি প্রমুখ। এছাড়া আরও উপস্থিত ছিলেন- রাঙ্গামাটি জেলা বিএনপি'র সভাপতি দীপন তালুকদার দীপু, সাধারণ সম্পাদক অ্যাডভোকেট মামুনুর রশীদ মামুন, চট্টগ্রাম দক্ষিণ জেলা বিএনপি'র আহবায়ক কমিটির সিনিয়র সদস্য রাজীব জাফর চৌধুরী ও জাতীয়তাবাদী ছাত্রদলের চট্টগ্রাম মহানগরের <box>737 912 897 1534</box>
article-headline: ডিসেম্বরের মধ্যে <box>326 680 439 701</box>
article-body: করা হচ্ছে। শিক্ষার্থীদের রেজাল্ট যেভাবে ফলাফল প্রকাশের ক্ষেত্রে প্রকৃত মূল্যায়নের পরিমাপ ছিল, আগামীতেও এ ধারা অব্যাহত রাখতে তিনি সংশ্লিষ্টদের নির্দেশনা দিয়েছেন। শিক্ষা উপদেষ্টা বলেন, ছাত্র-ছাত্রীরা যাতে পরীক্ষার মাধ্যমে তাদের প্রকৃত মেধা প্রকাশ করতে পারে, সেজন্য এবার পরীক্ষার প্রশ্নপত্র ফাঁস কঠোরভাবে নিয়ন্ত্রণ করা হয়েছে। শিক্ষা বোর্ডের সংশ্লিষ্ট কর্মকর্তারা ছাড়াও শিক্ষক, অভিভাবক এবং আইনশৃঙ্খলা রক্ষাকারী বাহিনীর সদস্যরা পরীক্ষা কেন্দ্রগুলোতে এবার যথাযথভাবে দায়িত্ব পালন করেছে। এজন্য তিনি সকলকে ধন্যবাদ জানান। তিনি বলেন, এবারের এসএসসি পরীক্ষায় শিক্ষার্থীরা কোনো ধরনের নকলে উৎসাহিত ছিল না। আগামীকাল রেজাল্ট প্রকাশের ক্ষেত্রে তারা তাদের সেই মেধার যথাযথ মূল্যায়ন দেখতে পাবে। আগের মতো ফুলিয়ে ফাঁপিয়ে রেজাল্ট দেওয়ার সেই পূর্ব অবস্থা থেকে আমরা বেরিয়ে এসেছি। আগামীতেও এই ধারা অব্যাহত থাকবে। শিক্ষা উপদেষ্টা বলেন, ফুলিয়ে ফাঁপিয়ে রেজাল্ট প্রকাশের কারণে অতীতে ছাত্র-ছাত্রীদের প্রকৃত মূল্যায়ন না হওয়ায় তাদের প্রতি অবিচার করা হয়েছে। পরীক্ষায় পাশের সংখ্যা বাড়ানোর পাশাপাশি জিপিএ-৫ এর সংখ্যাও বেশি পরিমাণে দেখানো হয়েছে। আমরা এবার জিপিএ-৫ নয়, প্রকৃত মেধার মূল্যায়ন দেখতে যাচ্ছি। শিক্ষার্থীরা যাতে পাবলিক পরীক্ষায় অংশ নিয়ে তাদের মেধার প্রকৃত মূল্যায়ন দেখতে পায়, বর্তমান সরকারের সেই আন্তরিক ধারা ভবিষ্যতেও অব্যাহত থাকবে আশাবাদ ব্যক্ত করেন শিক্ষা উপদেষ্টা। এবার দুই মাসেরও কম সময়ে এসএসসির ফলাফল প্রকাশ করা হচ্ছে জানিয়ে শিক্ষা উপদেষ্টা বলেন, আগে এসএসসি ও এইচএসসি পরীক্ষার ফলাফল তিন মাস বা সাড়ে তিন মাস পর প্রকাশ করা হতো। শিক্ষার্থীদের সময়ের প্রতি গুরুত্ব দিয়ে এবার দুই মাসের কম সময়ে রেজাল্ট প্রকাশ করা হচ্ছে। এসএসসি পরীক্ষা শেষ হওয়ার পর দুই মাস হতে আরও পাঁচ দিন বাকি আছে। তাই বলা যায়, আমরা দু'মাস শেষ হওয়ার আগেই রেজাল্ট প্রকাশ করতে যাচ্ছি। তিনি বলেন, দুই মাসের মধ্যে রেজাল্ট প্রকাশ করায় শিক্ষার্থীরা পরবর্তী শিক্ষাবর্ষে দুই মাস বেশি ক্লাস করার সুযোগ পাবে। তাদের শিক্ষা জীবন সমৃদ্ধ হবে। <box>452 1098 730 1578</box>
byline-row <box>906 300 1192 320</box>
date-block <box>22 39 179 84</box>
continued-from-label: প্রথম পৃষ্ঠার পর <box>784 892 850 905</box>
article-headline: যুক্তরাষ্ট্রসহ ৫ দেশে ভোটার নিবন্ধন <box>25 502 296 562</box>
byline-row <box>906 676 1192 696</box>
article-headline: ফুটবলার ঋতুপর্ণা চাকমার ক্যান্সার <box>748 843 886 888</box>
continuation-text: রাশেদ মাকসুদ, কমিশনার মু. মোহসিন চৌধুরী ও বিএসইসির কর্মকর্তাবৃন্দ অংশগ্রহণ করেন। এছাড়া বৈঠকে দেশের যেসব বিদেশী কোম্পানির মালিকানা রয়েছে সেগুলোকে সরাসরি তালিকাভুক্তির মাধ্যমে দ্রুত পুঁজিবাজারে আনতে প্রয়োজনীয় ব্যবস্থা গ্রহণের বিষয়ে আলোচনা হয়েছে। সর্বোপরি, প্রধান উপদেষ্টার নির্দেশনা বাস্তবায়নের বিষয়ে উক্ত বৈঠকে ফলপ্রসূ আলোচনা হয়েছে। উল্লেখ্য, প্রধান উপদেষ্টা ড. মুহাম্মদ ইউনূসের সভাপতিত্বে গত ১১ মে প্রধান উপদেষ্টার বাসভবন যমুনায় পুঁজিবাজারের সঠিক অবস্থা পর্যালোচনা এবং উন্নয়নে করণীয় নিয়ে একটি উচ্চপর্যায়ের বৈঠক অনুষ্ঠিত হয়। বিএসইসির চেয়ারম্যানসহ মাননীয় অর্থ উপদেষ্টা মহোদয়, প্রধান উপদেষ্টার বিশেষ সহকারী ও আর্থিক প্রতিষ্ঠান বিভাগের সচিব মহোদয় উক্ত বৈঠকে উপস্থিত ছিলেন। বৈঠকে প্রধান উপদেষ্টা পুঁজিবাজারের উন্নয়নে পাঁচটি নির্দেশনা প্রদান করেন যার মধ্যে 'দেশের যেসব বিদেশী বা বহুজাতিক কোম্পানিতে সরকারের মালিকানা রয়েছে সেগুলোকে দ্রুত পুঁজিবাজারে তালিকাভুক্তি গ্রহণ' শীর্ষক নির্দেশনা অন্যতম। প্রধান উপদেষ্টার নির্দেশনা মোতাবেক ইতোমধ্যে পুঁজিবাজারের উন্নয়নের জন্য বিএসইসি প্রয়োজনীয় উদ্যোগ গ্রহণ করেছে এবং নির্দেশনা বাস্তবায়নে সংশ্লিষ্ট সকল সংস্থা ও প্রতিষ্ঠানগুলোর সাথে সমন্বয় করে কার্যক্রম শুরু করেছে। <box>452 113 730 421</box>
byline-bullet-icon: ● <box>906 679 913 691</box>
column-block-c <box>452 112 730 1590</box>
article-body: মো. ওবায়দুর রহমানসহ মন্ত্রণালয়ের শীর্ষ কর্মকর্তাবৃন্দ এবং বিএসইসির চেয়ারম্যান খন্দকার রাশেদ মাকসুদ অংশগ্রহণ করেন। <box>320 2073 445 2141</box>
byline-bullet-icon: ● <box>906 1228 913 1240</box>
article-padma-bridge-erosion <box>452 431 730 736</box>
article-headline: কল রেকর্ড বিবিসি উদ্ধার করেনি, করেছে <box>36 1046 285 1105</box>
article-headline: ব্যাংকের প্রকৃত খেলাপি ঋণ <box>21 114 300 143</box>
article-tax-rebate-capital-market <box>8 1780 313 2158</box>
article-headline: পাঁচ শতাংশ করছাড়ে পুঁজিবাজারে <box>57 1780 264 1839</box>
byline-divider <box>904 1247 1192 1248</box>
